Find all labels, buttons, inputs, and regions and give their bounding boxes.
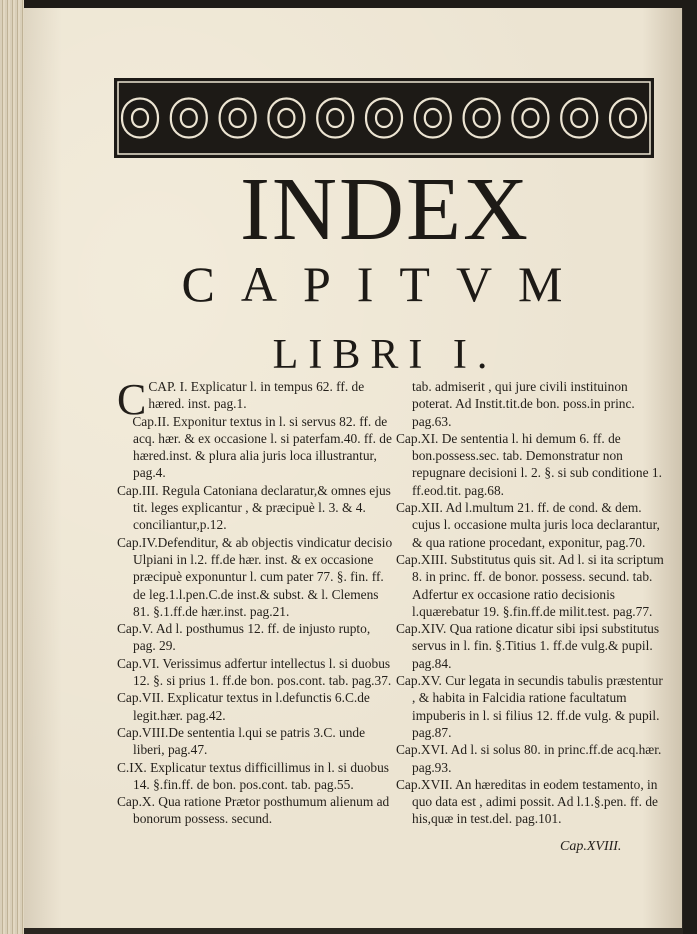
- index-entry: Cap.XII. Ad l.multum 21. ff. de cond. & dem. cujus l. occasione multa juris loca declarantur, & qua ratione procedant, exponitur, pag.70.: [396, 500, 660, 550]
- index-entry: Cap.XV. Cur legata in secundis tabulis præstentur , & habita in Falcidia ratione facultatum impuberis in l. si filius 12. ff.de vulg. & pupil. pag.87.: [396, 673, 663, 740]
- libri-subtitle: LIBRI I.: [272, 332, 498, 378]
- index-entry: Cap.III. Regula Catoniana declaratur,& omnes ejus tit. leges explicantur , & præcipuè l. 3. & 4. conciliantur,p.12.: [117, 482, 391, 533]
- top-border: [0, 0, 697, 8]
- index-entry: Cap.X. Qua ratione Prætor posthumum alienum ad bonorum possess. secund.: [117, 794, 390, 827]
- index-title: INDEX: [240, 160, 530, 259]
- catchword: Cap.XVIII.: [560, 839, 622, 854]
- index-entry: CCAP. I. Explicatur l. in tempus 62. ff. de hæred. inst. pag.1.: [117, 375, 365, 424]
- right-border: [683, 0, 697, 934]
- right-column: [396, 378, 668, 828]
- index-entry: Cap.XVI. Ad l. si solus 80. in princ.ff.de acq.hær. pag.93.: [396, 742, 662, 775]
- index-entry: Cap.XIII. Substitutus quis sit. Ad l. si ita scriptum 8. in princ. ff. de bonor. possess. secund. tab. Adfertur ex occasione ratio decisionis l.quærebatur 19. §.fin.ff.de milit.test. pag.77.: [396, 551, 664, 619]
- index-entry: Cap.VIII.De sententia l.qui se patris 3.C. unde liberi, pag.47.: [117, 724, 366, 758]
- left-column: [117, 375, 393, 828]
- page-edges: [0, 0, 24, 934]
- index-entry-continued: tab. admiserit , qui jure civili instituinon poterat. Ad Instit.tit.de bon. poss.in princ. pag.63.: [412, 379, 635, 429]
- capitum-subtitle: CAPITVM: [181, 256, 589, 312]
- index-entry: Cap.IV.Defenditur, & ab objectis vindicatur decisio Ulpiani in l.2. ff.de hær. inst. & ex occasione præcipuè exponuntur l. cum pater 77. §. fin. ff. de leg.1.l.pen.C.de inst.& subst. & l. Clemens 81. §.1.ff.de hær.inst. pag.21.: [117, 534, 393, 619]
- index-entry: Cap.VII. Explicatur textus in l.defunctis 6.C.de legit.hær. pag.42.: [117, 690, 370, 723]
- index-entry: Cap.VI. Verissimus adfertur intellectus l. si duobus 12. §. si prius 1. ff.de bon. pos.cont. tab. pag.37.: [117, 655, 392, 689]
- index-entry: Cap.II. Exponitur textus in l. si servus 82. ff. de acq. hær. & ex occasione l. si paterfam.40. ff. de hæred.inst. & plura alia juris loca illustrantur, pag.4.: [132, 413, 392, 481]
- drop-cap: C: [117, 375, 147, 424]
- index-entry: Cap.V. Ad l. posthumus 12. ff. de injusto rupto, pag. 29.: [117, 621, 371, 654]
- index-entry: C.IX. Explicatur textus difficillimus in l. si duobus 14. §.fin.ff. de bon. pos.cont. tab. pag.55.: [117, 759, 390, 792]
- index-entry: Cap.XIV. Qua ratione dicatur sibi ipsi substitutus servus in l. fin. §.Titius 1. ff.de vulg.& pupil. pag.84.: [396, 621, 660, 671]
- index-entry: Cap.XI. De sententia l. hi demum 6. ff. de bon.possess.sec. tab. Demonstratur non repugnare decisioni l. 2. §. si sub conditione 1. ff.eod.tit. pag.68.: [396, 430, 662, 498]
- ornamental-headpiece: [114, 78, 654, 158]
- index-entry: Cap.XVII. An hæreditas in eodem testamento, in quo data est , adimi possit. Ad l.1.§.pen. ff. de his,quæ in test.del. pag.101.: [396, 776, 658, 827]
